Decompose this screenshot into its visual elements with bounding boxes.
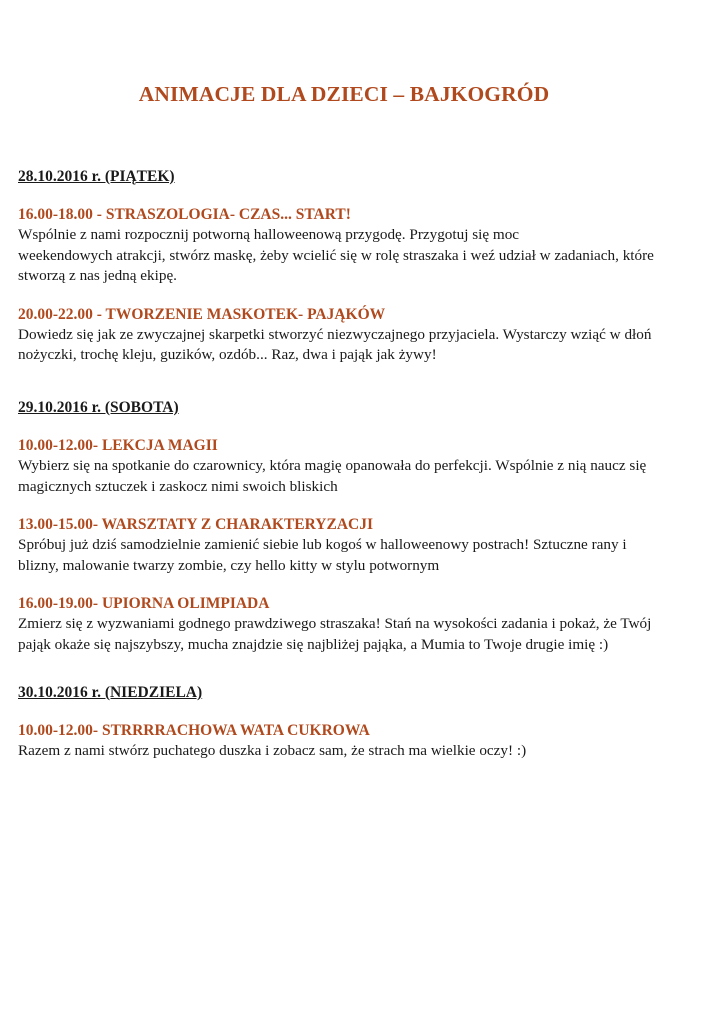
day-section-friday (18, 167, 708, 366)
day-header: 28.10.2016 r. (PIĄTEK) (18, 168, 175, 185)
document-title: ANIMACJE DLA DZIECI – BAJKOGRÓD (138, 82, 550, 106)
event-description: Zmierz się z wyzwaniami godnego prawdziwego straszaka! Stań na wysokości zadania i pokaż, że Twój pająk okaże się najszybszy, mucha znajdzie się najbliżej pająka, a Mumia to Twoje drugie imię :) (18, 615, 652, 653)
event-item (18, 305, 708, 366)
event-item (18, 205, 708, 287)
event-title: 10.00-12.00- STRRRRACHOWA WATA CUKROWA (18, 722, 370, 739)
event-item (18, 515, 708, 576)
event-item (18, 436, 708, 497)
event-title: 16.00-19.00- UPIORNA OLIMPIADA (18, 595, 270, 612)
event-description: Razem z nami stwórz puchatego duszka i zobacz sam, że strach ma wielkie oczy! :) (18, 742, 527, 759)
event-title: 20.00-22.00 - TWORZENIE MASKOTEK- PAJĄKÓW (18, 305, 386, 323)
day-section-sunday (18, 683, 708, 762)
event-item (18, 594, 708, 655)
event-title: 16.00-18.00 - STRASZOLOGIA- CZAS... START! (18, 206, 351, 223)
event-title: 13.00-15.00- WARSZTATY Z CHARAKTERYZACJI (18, 516, 373, 533)
event-description: Spróbuj już dziś samodzielnie zamienić siebie lub kogoś w halloweenowy postrach! Sztuczne rany i blizny, malowanie twarzy zombie, czy hello kitty w stylu potwornym (18, 536, 627, 574)
event-description: Dowiedz się jak ze zwyczajnej skarpetki stworzyć niezwyczajnego przyjaciela. Wystarczy wziąć w dłoń nożyczki, trochę kleju, guzików, ozdób... Raz, dwa i pająk jak żywy! (18, 325, 652, 363)
event-item (18, 721, 708, 762)
event-description: Wybierz się na spotkanie do czarownicy, która magię opanowała do perfekcji. Wspólnie z nią naucz się magicznych sztuczek i zaskocz nimi swoich bliskich (18, 457, 647, 495)
event-title: 10.00-12.00- LEKCJA MAGII (18, 437, 218, 454)
day-section-saturday (18, 398, 708, 655)
day-header: 29.10.2016 r. (SOBOTA) (18, 399, 179, 416)
event-description: Wspólnie z nami rozpocznij potworną halloweenową przygodę. Przygotuj się moc weekendowych atrakcji, stwórz maskę, żeby wcielić się w rolę straszaka i weź udział w zadaniach, które stworzą z nas jedną ekipę. (18, 226, 654, 284)
day-header: 30.10.2016 r. (NIEDZIELA) (18, 684, 203, 701)
